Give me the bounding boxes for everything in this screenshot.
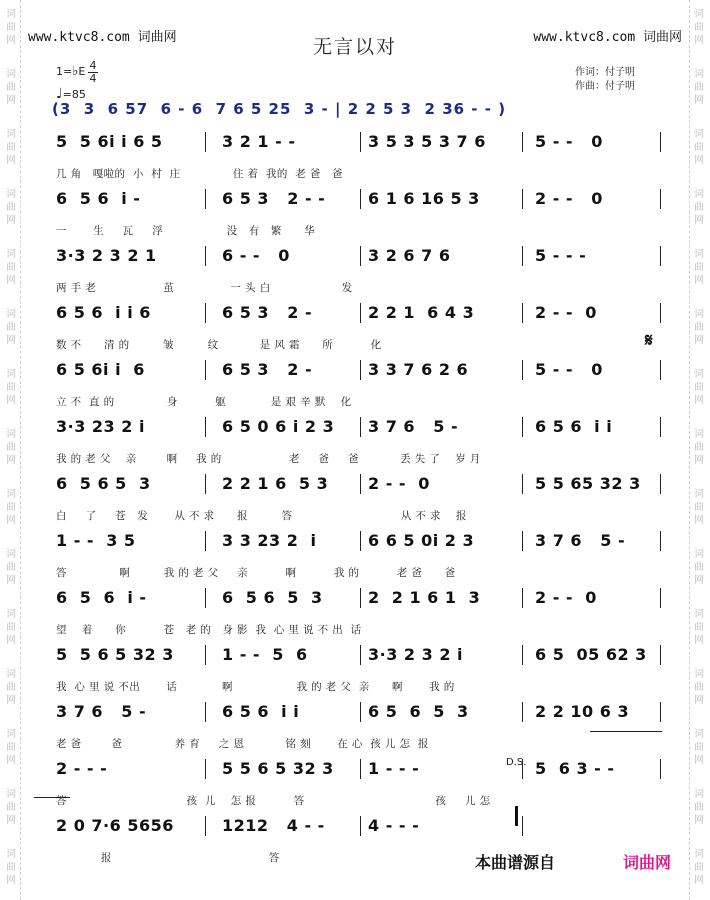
- lyric-line: 一 生 瓦 浮 没 有 繁 华: [56, 225, 316, 237]
- watermark-char: 词: [6, 849, 16, 860]
- measure-notes: 3 5 3 5 3 7 6: [368, 132, 486, 151]
- barline: [360, 417, 361, 437]
- measure-notes: 6 5 0 6 i 2 3: [222, 417, 335, 436]
- watermark-block: [2, 60, 20, 120]
- measure-notes: 2 - - 0: [535, 588, 597, 607]
- composer-credit: 作曲：付子明: [575, 81, 635, 92]
- measure-notes: 2 - - 0: [535, 189, 603, 208]
- barline: [660, 189, 661, 209]
- watermark-char: 曲: [6, 442, 16, 453]
- watermark-char: 曲: [694, 382, 704, 393]
- barline: [205, 588, 206, 608]
- watermark-char: 网: [694, 695, 704, 706]
- watermark-char: 词: [694, 249, 704, 260]
- lyric-line: 我 心 里 说 不出 话 啊 我 的 老 父 亲 啊 我 的: [56, 681, 455, 693]
- barline: [660, 417, 661, 437]
- measure-notes: 6 5 6 5 3: [222, 588, 323, 607]
- lyric-line: 两 手 老 茧 一 头 白 发: [56, 282, 353, 294]
- barline: [360, 303, 361, 323]
- measure-notes: 6 5 6 i i 6: [56, 303, 151, 322]
- barline: [205, 645, 206, 665]
- measure-notes: 2 2 10 6 3: [535, 702, 630, 721]
- watermark-char: 曲: [694, 142, 704, 153]
- score-system: [0, 759, 710, 817]
- barline: [660, 645, 661, 665]
- key-signature: [56, 64, 85, 79]
- barline: [205, 531, 206, 551]
- watermark-char: 曲: [694, 682, 704, 693]
- measure-notes: 1212 4 - -: [222, 816, 325, 835]
- measure-notes: 2 - - -: [56, 759, 108, 778]
- watermark-char: 曲: [694, 622, 704, 633]
- watermark-char: 词: [6, 729, 16, 740]
- measure-notes: 3 7 6 5 -: [56, 702, 147, 721]
- ds-marker: D.S.: [506, 757, 527, 768]
- lyric-line: 数 不 清 的 皱 纹 是 风 霜 所 化: [56, 339, 382, 351]
- watermark-char: 词: [694, 69, 704, 80]
- watermark-char: 词: [694, 429, 704, 440]
- barline: [205, 303, 206, 323]
- lyricist-credit: 作词：付子明: [575, 67, 635, 78]
- watermark-char: 词: [6, 69, 16, 80]
- notation-row: [0, 303, 710, 325]
- watermark-char: 网: [694, 875, 704, 886]
- watermark-char: 词: [6, 249, 16, 260]
- measure-notes: 6 5 05 62 3: [535, 645, 647, 664]
- notation-row: [0, 588, 710, 610]
- meter-top: 4: [89, 59, 97, 72]
- watermark-char: 曲: [6, 142, 16, 153]
- site-name-right: 词曲网: [642, 30, 682, 45]
- watermark-char: 曲: [6, 262, 16, 273]
- measure-notes: 3 3 23 2 i: [222, 531, 317, 550]
- measure-notes: 5 5 6 5 32 3: [56, 645, 174, 664]
- barline: [522, 702, 523, 722]
- key-label: 1=: [56, 65, 73, 78]
- barline: [205, 702, 206, 722]
- watermark-char: 曲: [694, 262, 704, 273]
- barline: [205, 474, 206, 494]
- barline: [360, 759, 361, 779]
- score-system: [0, 132, 710, 190]
- site-name-left: 词曲网: [137, 30, 177, 45]
- site-url-left: www.ktvc8.com: [28, 30, 130, 45]
- measure-notes: 2 2 1 6 4 3: [368, 303, 475, 322]
- notation-row: [0, 360, 710, 382]
- score-system: [0, 360, 710, 418]
- barline: [660, 360, 661, 380]
- barline: [522, 246, 523, 266]
- barline: [660, 474, 661, 494]
- watermark-char: 曲: [694, 82, 704, 93]
- measure-notes: 5 6 3 - -: [535, 759, 615, 778]
- watermark-char: 曲: [6, 322, 16, 333]
- key-note: E: [78, 65, 86, 78]
- meter-bottom: 4: [89, 72, 97, 85]
- score-system: [0, 189, 710, 247]
- intro-notation: (3 3 6 57 6 - 6 7 6 5 25 3 - | 2 2 5 3 2 36 - - ): [52, 100, 507, 118]
- notation-row: [0, 702, 710, 724]
- watermark-char: 词: [6, 129, 16, 140]
- notation-row: [0, 246, 710, 268]
- watermark-char: 曲: [694, 862, 704, 873]
- measure-notes: 6 1 6 16 5 3: [368, 189, 480, 208]
- volta-bracket: [590, 731, 662, 732]
- barline: [205, 246, 206, 266]
- volta-bracket-end: [34, 797, 70, 798]
- credits: [575, 66, 635, 94]
- barline: [205, 417, 206, 437]
- measure-notes: 6 5 6 5 3: [56, 474, 151, 493]
- watermark-char: 曲: [6, 802, 16, 813]
- measure-notes: 6 5 6 i -: [56, 588, 147, 607]
- watermark-char: 词: [694, 9, 704, 20]
- barline: [522, 531, 523, 551]
- measure-notes: 6 5 6i i 6: [56, 360, 145, 379]
- watermark-char: 词: [694, 729, 704, 740]
- measure-notes: 3·3 2 3 2 1: [56, 246, 157, 265]
- watermark-char: 网: [694, 515, 704, 526]
- watermark-char: 网: [6, 575, 16, 586]
- measure-notes: 2 - - 0: [368, 474, 430, 493]
- lyric-line: 答 孩 儿 怎 报 答 孩 儿 怎: [56, 795, 491, 807]
- watermark-char: 词: [6, 309, 16, 320]
- watermark-char: 词: [694, 609, 704, 620]
- measure-notes: 5 5 65 32 3: [535, 474, 641, 493]
- measure-notes: 6 5 3 2 -: [222, 360, 313, 379]
- barline: [205, 816, 206, 836]
- barline: [360, 645, 361, 665]
- watermark-char: 词: [694, 489, 704, 500]
- score-system: [0, 588, 710, 646]
- lyric-line: 报 答: [56, 852, 280, 864]
- measure-notes: 6 5 6 5 3: [368, 702, 469, 721]
- measure-notes: 2 0 7·6 5656: [56, 816, 174, 835]
- watermark-char: 曲: [6, 682, 16, 693]
- watermark-char: 网: [6, 155, 16, 166]
- barline: [360, 360, 361, 380]
- watermark-char: 词: [6, 489, 16, 500]
- watermark-char: 曲: [6, 22, 16, 33]
- watermark-char: 词: [694, 309, 704, 320]
- watermark-char: 曲: [6, 382, 16, 393]
- score-system: [0, 303, 710, 361]
- barline: [205, 132, 206, 152]
- barline: [205, 360, 206, 380]
- watermark-char: 网: [6, 335, 16, 346]
- lyric-line: 答 啊 我 的 老 父 亲 啊 我 的 老 爸 爸: [56, 567, 456, 579]
- measure-notes: 5 - - -: [535, 246, 587, 265]
- watermark-char: 词: [6, 189, 16, 200]
- watermark-char: 词: [6, 369, 16, 380]
- measure-notes: 2 - - 0: [535, 303, 597, 322]
- barline: [522, 417, 523, 437]
- barline: [360, 531, 361, 551]
- barline: [360, 246, 361, 266]
- source-label: 本曲谱源自: [475, 853, 556, 872]
- score-system: [0, 816, 710, 874]
- measure-notes: 6 6 5 0i 2 3: [368, 531, 475, 550]
- barline: [660, 303, 661, 323]
- watermark-char: 词: [694, 849, 704, 860]
- barline: [660, 702, 661, 722]
- measure-notes: 5 - - 0: [535, 132, 603, 151]
- segno-symbol: 𝄋: [645, 330, 653, 351]
- watermark-char: 网: [6, 395, 16, 406]
- lyric-line: 望 着 你 苍 老 的 身 影 我 心 里 说 不 出 话: [56, 624, 362, 636]
- watermark-char: 网: [6, 695, 16, 706]
- barline: [360, 816, 361, 836]
- watermark-char: 词: [6, 609, 16, 620]
- score-system: [0, 474, 710, 532]
- barline: [522, 360, 523, 380]
- barline: [522, 132, 523, 152]
- time-signature: [88, 60, 98, 85]
- watermark-char: 网: [6, 815, 16, 826]
- barline: [360, 132, 361, 152]
- watermark-char: 网: [694, 575, 704, 586]
- watermark-char: 曲: [694, 442, 704, 453]
- watermark-char: 曲: [694, 22, 704, 33]
- quarter-note-icon: ♩: [56, 86, 63, 102]
- measure-notes: 3 2 1 - -: [222, 132, 296, 151]
- flat-symbol: ♭: [72, 64, 79, 79]
- measure-notes: 3 7 6 5 -: [368, 417, 459, 436]
- notation-row: [0, 417, 710, 439]
- watermark-char: 网: [6, 755, 16, 766]
- watermark-char: 网: [6, 215, 16, 226]
- song-title: 无言以对: [312, 36, 397, 58]
- watermark-char: 网: [694, 215, 704, 226]
- watermark-char: 网: [694, 335, 704, 346]
- watermark-char: 网: [694, 395, 704, 406]
- site-url-right: www.ktvc8.com: [533, 30, 636, 45]
- watermark-char: 词: [694, 129, 704, 140]
- barline: [522, 189, 523, 209]
- watermark-char: 曲: [694, 742, 704, 753]
- barline: [660, 588, 661, 608]
- lyric-line: 立 不 直 的 身 躯 是 艰 辛 默 化: [56, 396, 352, 408]
- watermark-char: 曲: [694, 202, 704, 213]
- watermark-char: 网: [694, 95, 704, 106]
- barline: [360, 588, 361, 608]
- notation-row: [0, 816, 710, 838]
- measure-notes: 1 - - 3 5: [56, 531, 136, 550]
- watermark-char: 网: [694, 35, 704, 46]
- watermark-char: 网: [694, 155, 704, 166]
- notation-row: [0, 189, 710, 211]
- barline: [660, 759, 661, 779]
- measure-notes: 6 5 3 2 - -: [222, 189, 326, 208]
- measure-notes: 6 - - 0: [222, 246, 290, 265]
- measure-notes: 5 5 6 5 32 3: [222, 759, 334, 778]
- watermark-char: 曲: [6, 862, 16, 873]
- watermark-char: 网: [694, 755, 704, 766]
- watermark-char: 词: [694, 669, 704, 680]
- measure-notes: 3 3 7 6 2 6: [368, 360, 469, 379]
- barline: [522, 816, 523, 836]
- watermark-char: 词: [6, 669, 16, 680]
- watermark-char: 词: [6, 9, 16, 20]
- watermark-char: 曲: [6, 82, 16, 93]
- watermark-char: 曲: [6, 622, 16, 633]
- barline: [522, 588, 523, 608]
- notation-row: [0, 759, 710, 781]
- measure-notes: 6 5 6 i i: [535, 417, 613, 436]
- watermark-char: 曲: [694, 802, 704, 813]
- notation-row: [0, 645, 710, 667]
- watermark-char: 词: [694, 369, 704, 380]
- watermark-char: 词: [6, 789, 16, 800]
- watermark-char: 曲: [6, 202, 16, 213]
- barline: [522, 645, 523, 665]
- watermark-char: 曲: [694, 502, 704, 513]
- measure-notes: 3·3 23 2 i: [56, 417, 145, 436]
- measure-notes: 5 - - 0: [535, 360, 603, 379]
- watermark-char: 网: [6, 35, 16, 46]
- measure-notes: 6 5 6 i i: [222, 702, 300, 721]
- watermark-char: 网: [6, 515, 16, 526]
- barline: [360, 474, 361, 494]
- barline: [660, 132, 661, 152]
- watermark-char: 词: [6, 429, 16, 440]
- measure-notes: 3 7 6 5 -: [535, 531, 626, 550]
- watermark-char: 词: [694, 189, 704, 200]
- notation-row: [0, 474, 710, 496]
- watermark-char: 网: [6, 275, 16, 286]
- barline: [660, 246, 661, 266]
- measure-notes: 6 5 3 2 -: [222, 303, 313, 322]
- watermark-char: 曲: [6, 502, 16, 513]
- measure-notes: 6 5 6 i -: [56, 189, 141, 208]
- barline: [205, 759, 206, 779]
- watermark-char: 网: [6, 455, 16, 466]
- final-barline: [515, 806, 518, 826]
- watermark-char: 网: [694, 455, 704, 466]
- watermark-block: [690, 60, 708, 120]
- barline: [522, 474, 523, 494]
- watermark-char: 网: [6, 875, 16, 886]
- score-system: [0, 246, 710, 304]
- watermark-char: 词: [694, 789, 704, 800]
- watermark-char: 曲: [6, 562, 16, 573]
- measure-notes: 3·3 2 3 2 i: [368, 645, 464, 664]
- measure-notes: 5 5 6i i 6 5: [56, 132, 163, 151]
- watermark-char: 曲: [694, 562, 704, 573]
- watermark-char: 网: [6, 95, 16, 106]
- notation-row: [0, 531, 710, 553]
- lyric-line: 白 了 苍 发 从 不 求 报 答 从 不 求 报: [56, 510, 467, 522]
- barline: [360, 189, 361, 209]
- barline: [360, 702, 361, 722]
- measure-notes: 1 - - -: [368, 759, 420, 778]
- measure-notes: 4 - - -: [368, 816, 420, 835]
- barline: [660, 531, 661, 551]
- score-system: [0, 531, 710, 589]
- score-system: [0, 417, 710, 475]
- lyric-line: 老 爸 爸 养 育 之 恩 铭 刻 在 心 孩 儿 怎 报: [56, 738, 429, 750]
- tempo-value: =85: [62, 88, 86, 101]
- source-site-link[interactable]: 词曲网: [623, 853, 672, 872]
- watermark-char: 曲: [6, 742, 16, 753]
- score-system: [0, 645, 710, 703]
- watermark-char: 网: [694, 815, 704, 826]
- watermark-char: 曲: [694, 322, 704, 333]
- watermark-char: 词: [6, 549, 16, 560]
- measure-notes: 3 2 6 7 6: [368, 246, 451, 265]
- watermark-char: 网: [6, 635, 16, 646]
- notation-row: [0, 132, 710, 154]
- measure-notes: 2 2 1 6 1 3: [368, 588, 481, 607]
- watermark-char: 网: [694, 635, 704, 646]
- barline: [205, 189, 206, 209]
- watermark-char: 词: [694, 549, 704, 560]
- measure-notes: 1 - - 5 6: [222, 645, 308, 664]
- measure-notes: 2 2 1 6 5 3: [222, 474, 329, 493]
- watermark-char: 网: [694, 275, 704, 286]
- lyric-line: 我 的 老 父 亲 啊 我 的 老 爸 爸 丢 失 了 岁 月: [56, 453, 481, 465]
- barline: [522, 303, 523, 323]
- lyric-line: 几 角 嘎啦的 小 村 庄 住 着 我的 老 爸 爸: [56, 168, 343, 180]
